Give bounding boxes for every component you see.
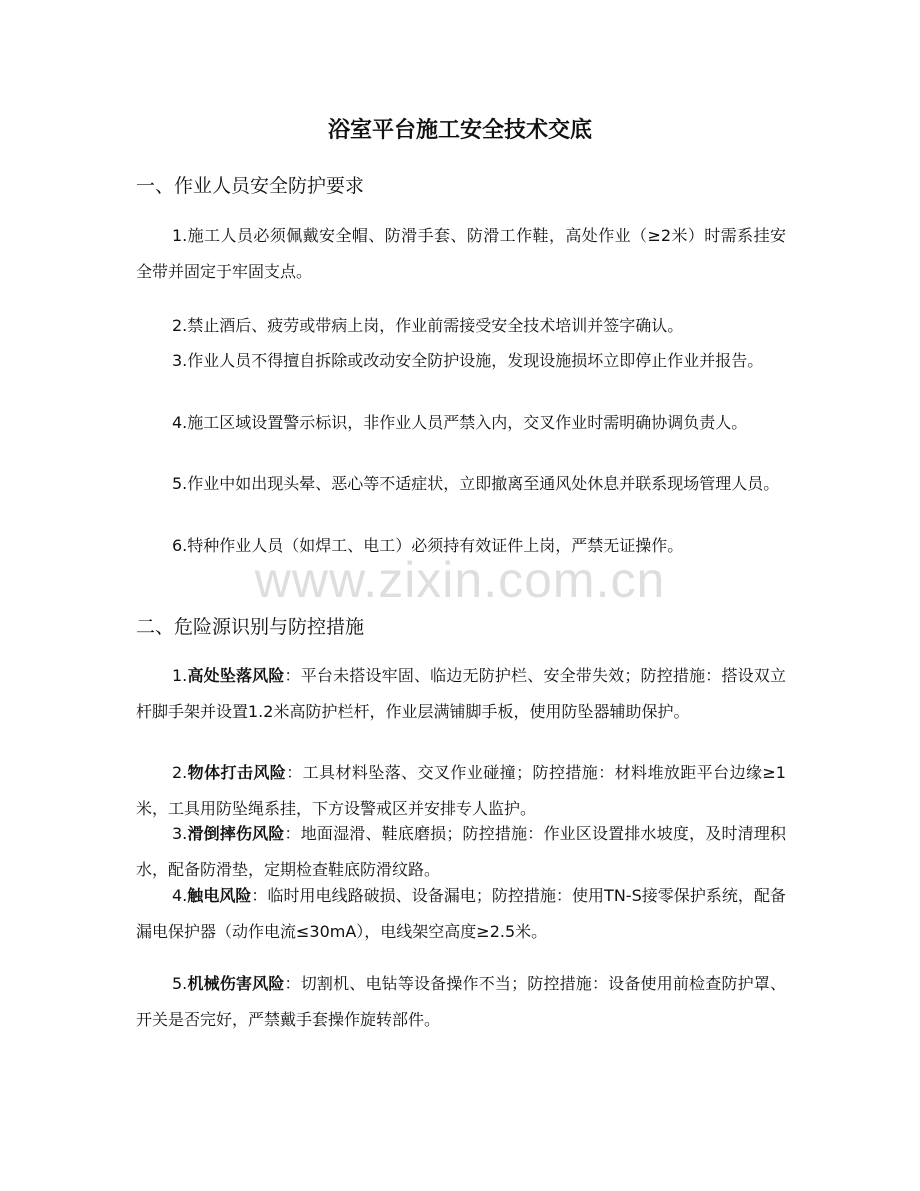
list-item <box>136 658 786 730</box>
item-number: 1. <box>172 666 188 685</box>
item-number: 2. <box>172 763 188 782</box>
risk-name: 物体打击风险 <box>187 763 287 782</box>
item-text: 施工人员必须佩戴安全帽、防滑手套、防滑工作鞋，高处作业（≥2米）时需系挂安全带并固定于牢固支点。 <box>136 226 786 281</box>
item-text: ：地面湿滑、鞋底磨损；防控措施：作业区设置排水坡度，及时清理积水，配备防滑垫，定期检查鞋底防滑纹路。 <box>136 824 786 879</box>
list-item <box>136 966 786 1038</box>
item-text: 施工区域设置警示标识，非作业人员严禁入内，交叉作业时需明确协调负责人。 <box>187 413 748 432</box>
risk-name: 滑倒摔伤风险 <box>187 824 285 843</box>
item-number: 4. <box>172 413 188 432</box>
section-heading-2: 二、危险源识别与防控措施 <box>136 616 365 638</box>
item-text: 作业中如出现头晕、恶心等不适症状，立即撤离至通风处休息并联系现场管理人员。 <box>187 474 780 493</box>
item-number: 5. <box>172 974 188 993</box>
list-item <box>136 218 786 290</box>
list-item <box>172 528 786 564</box>
risk-name: 机械伤害风险 <box>187 974 285 993</box>
list-item <box>172 405 786 441</box>
item-number: 2. <box>172 316 188 335</box>
item-text: ：平台未搭设牢固、临边无防护栏、安全带失效；防控措施：搭设双立杆脚手架并设置1.2米高防护栏杆，作业层满铺脚手板，使用防坠器辅助保护。 <box>136 666 786 721</box>
item-number: 3. <box>172 824 188 843</box>
item-number: 1. <box>172 226 188 245</box>
item-text: ：切割机、电钻等设备操作不当；防控措施：设备使用前检查防护罩、开关是否完好，严禁戴手套操作旋转部件。 <box>136 974 786 1029</box>
list-item <box>172 308 786 344</box>
item-text: ：工具材料坠落、交叉作业碰撞；防控措施：材料堆放距平台边缘≥1米，工具用防坠绳系挂，下方设警戒区并安排专人监护。 <box>136 763 786 818</box>
item-text: 特种作业人员（如焊工、电工）必须持有效证件上岗，严禁无证操作。 <box>187 536 684 555</box>
risk-name: 高处坠落风险 <box>187 666 285 685</box>
item-text: 作业人员不得擅自拆除或改动安全防护设施，发现设施损坏立即停止作业并报告。 <box>187 351 764 370</box>
item-number: 3. <box>172 351 188 370</box>
risk-name: 触电风险 <box>187 886 252 905</box>
document-title: 浴室平台施工安全技术交底 <box>327 118 592 143</box>
list-item <box>136 878 786 950</box>
section-heading-1: 一、作业人员安全防护要求 <box>136 175 365 197</box>
item-text: 禁止酒后、疲劳或带病上岗，作业前需接受安全技术培训并签字确认。 <box>187 316 684 335</box>
item-number: 4. <box>172 886 188 905</box>
item-text: ：临时用电线路破损、设备漏电；防控措施：使用TN-S接零保护系统，配备漏电保护器（动作电流≤30mA），电线架空高度≥2.5米。 <box>136 886 786 941</box>
watermark: www.zixin.com.cn <box>254 552 666 608</box>
item-number: 6. <box>172 536 188 555</box>
item-number: 5. <box>172 474 188 493</box>
list-item <box>172 343 786 379</box>
list-item <box>172 466 786 502</box>
